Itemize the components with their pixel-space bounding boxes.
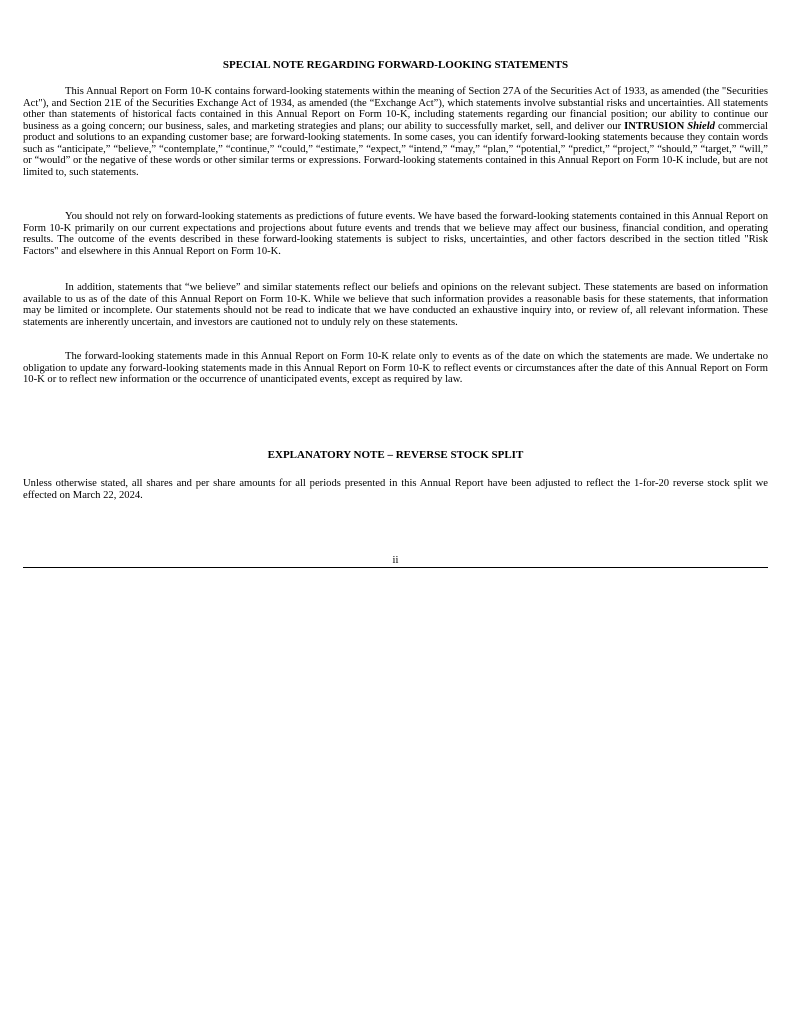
forward-looking-paragraph-2: You should not rely on forward-looking statements as predictions of future events. We have based the forward-looking statements contained in this Annual Report on Form 10-K primarily on our current expectations and projections about future events and trends that we believe may affect our business, financial condition, and operating results. The outcome of the events described in these forward-looking statements is subject to risks, uncertainties, and other factors described in the section titled "Risk Factors" and elsewhere in this Annual Report on Form 10-K. [23,211,768,257]
forward-looking-paragraph-3: In addition, statements that “we believe” and similar statements reflect our beliefs and opinions on the relevant subject. These statements are based on information available to us as of the date of this Annual Report on Form 10-K. While we believe that such information provides a reasonable basis for these statements, that information may be limited or incomplete. Our statements should not be read to indicate that we have conducted an exhaustive inquiry into, or review of, all relevant information. These statements are inherently uncertain, and investors are cautioned not to unduly rely on these statements. [23,282,768,328]
forward-looking-paragraph-1 [23,86,768,178]
page-number: ii [392,555,399,566]
footer-divider [23,567,768,568]
paragraph-1-text-before: This Annual Report on Form 10-K contains forward-looking statements within the meaning of Section 27A of the Securities Act of 1933, as amended (the "Securities Act"), and Section 21E of the Securities Exchange Act of 1934, as amended (the “Exchange Act”), which statements involve substantial risks and uncertainties. All statements other than statements of historical facts contained in this Annual Report on Form 10-K, including statements regarding our financial position; our ability to continue our business as a going concern; our business, sales, and marketing strategies and plans; our ability to successfully market, sell, and deliver our [23,86,768,132]
explanatory-note-heading: EXPLANATORY NOTE – REVERSE STOCK SPLIT [267,449,524,461]
forward-looking-paragraph-4: The forward-looking statements made in this Annual Report on Form 10-K relate only to events as of the date on which the statements are made. We undertake no obligation to update any forward-looking statements made in this Annual Report on Form 10-K to reflect events or circumstances after the date of this Annual Report on Form 10-K or to reflect new information or the occurrence of unanticipated events, except as required by law. [23,351,768,386]
paragraph-1-text-after: commercial product and solutions to an expanding customer base; are forward-looking statements. In some cases, you can identify forward-looking statements because they contain words such as “anticipate,” “believe,” “contemplate,” “continue,” “could,” “estimate,” “expect,” “intend,” “may,” “plan,” “potential,” “predict,” “project,” “should,” “target,” “will,” or “would” or the negative of these words or other similar terms or expressions. Forward-looking statements contained in this Annual Report on Form 10-K include, but are not limited to, such statements. [23,120,768,178]
brand-name: INTRUSION [624,120,685,132]
forward-looking-heading: SPECIAL NOTE REGARDING FORWARD-LOOKING STATEMENTS [222,59,569,71]
brand-product: Shield [687,120,715,132]
explanatory-note-paragraph: Unless otherwise stated, all shares and per share amounts for all periods presented in this Annual Report have been adjusted to reflect the 1-for-20 reverse stock split we effected on March 22, 2024. [23,478,768,501]
